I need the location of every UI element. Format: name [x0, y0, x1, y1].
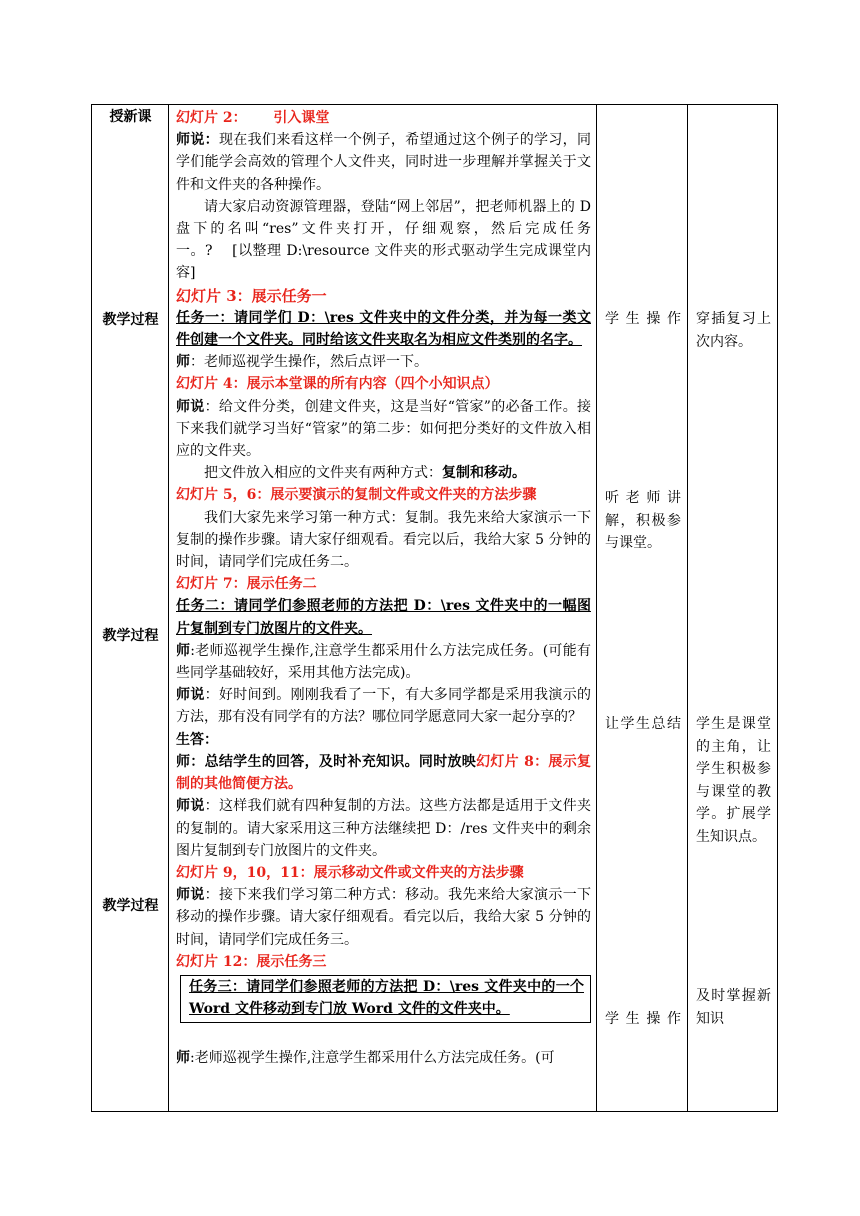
- slide-heading: 幻灯片 7：展示任务二: [176, 576, 317, 593]
- slide-heading: 幻灯片 9，10，11：展示移动文件或文件夹的方法步骤: [176, 864, 524, 881]
- paragraph: 师说：这样我们就有四种复制的方法。这些方法都是适用于文件夹的复制的。请大家采用这三种方法继续把 D：/res 文件夹中的剩余图片复制到专门放图片的文件夹。: [176, 798, 592, 859]
- paragraph: 师说：给文件分类，创建文件夹，这是当好“管家”的必备工作。接下来我们就学习当好“管家”的第二步：如何把分类好的文件放入相应的文件夹。: [176, 398, 591, 460]
- table-row: [92, 105, 778, 1112]
- task-two: 任务二：请同学们参照老师的方法把 D：\res 文件夹中的一幅图片复制到专门放图片的文件夹。: [176, 598, 591, 637]
- student-activity-note: 听老师讲解，积极参与课堂。: [605, 490, 681, 551]
- paragraph: 请大家启动资源管理器，登陆“网上邻居”，把老师机器上的 D 盘下的名叫“res”文件夹打开，仔细观察，然后完成任务一。? [以整理 D:\resource 文件夹的形式驱动学生完成课堂内容]: [176, 198, 591, 282]
- student-activity-note: 学生操作: [605, 1011, 681, 1027]
- slide-heading: 幻灯片 3：展示任务一: [176, 286, 327, 305]
- paragraph: 生答：: [176, 731, 218, 748]
- paragraph: 把文件放入相应的文件夹有两种方式：复制和移动。: [204, 465, 526, 482]
- stage-label-process: 教学过程: [102, 312, 159, 328]
- task-three-box: [180, 975, 591, 1023]
- task-one: 任务一：请同学们 D：\res 文件夹中的文件分类，并为每一类文件创建一个文件夹。同时给该文件夹取名为相应文件类别的名字。: [176, 309, 591, 349]
- student-activity-note: 学生操作: [605, 311, 681, 327]
- slide-heading: 幻灯片 4：展示本堂课的所有内容（四个小知识点）: [176, 376, 499, 393]
- student-activity-note: 让学生总结: [605, 716, 681, 732]
- design-intent-note: 穿插复习上次内容。: [696, 311, 771, 350]
- paragraph: 我们大家先来学习第一种方式：复制。我先来给大家演示一下复制的操作步骤。请大家仔细观看。看完以后，我给大家 5 分钟的时间，请同学们完成任务二。: [176, 509, 591, 571]
- slide-heading: 幻灯片 2： 引入课堂: [176, 110, 330, 126]
- paragraph: 师说：好时间到。刚刚我看了一下，有大多同学都是采用我演示的方法，那有没有同学有的方法？哪位同学愿意同大家一起分享的？: [176, 687, 592, 726]
- paragraph: 师：老师巡视学生操作，然后点评一下。: [176, 354, 428, 371]
- stage-label-cell: [92, 105, 169, 1112]
- stage-label-process: 教学过程: [102, 628, 159, 644]
- paragraph: 师说：接下来我们学习第二种方式：移动。我先来给大家演示一下移动的操作步骤。请大家仔细观看。看完以后，我给大家 5 分钟的时间，请同学们完成任务三。: [176, 887, 592, 948]
- paragraph: 师:老师巡视学生操作,注意学生都采用什么方法完成任务。(可能有些同学基础较好，采用其他方法完成)。: [176, 642, 591, 682]
- stage-label-new-lesson: 授新课: [109, 109, 152, 125]
- stage-label-process: 教学过程: [102, 898, 159, 914]
- slide-heading: 幻灯片 5，6：展示要演示的复制文件或文件夹的方法步骤: [176, 487, 537, 504]
- design-intent-cell: [688, 105, 778, 1112]
- student-activity-cell: [597, 105, 688, 1112]
- teaching-content-cell: [169, 105, 597, 1112]
- paragraph: 师：总结学生的回答，及时补充知识。同时放映幻灯片 8：展示复制的其他简便方法。: [176, 753, 592, 793]
- lesson-plan-table: [91, 104, 778, 1112]
- task-three: 任务三：请同学们参照老师的方法把 D：\res 文件夹中的一个 Word 文件移动到专门放 Word 文件的文件夹中。: [189, 978, 584, 1017]
- slide-heading: 幻灯片 12：展示任务三: [176, 953, 327, 970]
- paragraph: 师:老师巡视学生操作,注意学生都采用什么方法完成任务。(可: [176, 1049, 555, 1066]
- design-intent-note: 及时掌握新知识: [696, 988, 771, 1027]
- paragraph: 师说：现在我们来看这样一个例子，希望通过这个例子的学习，同学们能学会高效的管理个人文件夹，同时进一步理解并掌握关于文件和文件夹的各种操作。: [176, 132, 592, 193]
- design-intent-note: 学生是课堂的主角，让学生积极参与课堂的教学。扩展学生知识点。: [696, 716, 771, 845]
